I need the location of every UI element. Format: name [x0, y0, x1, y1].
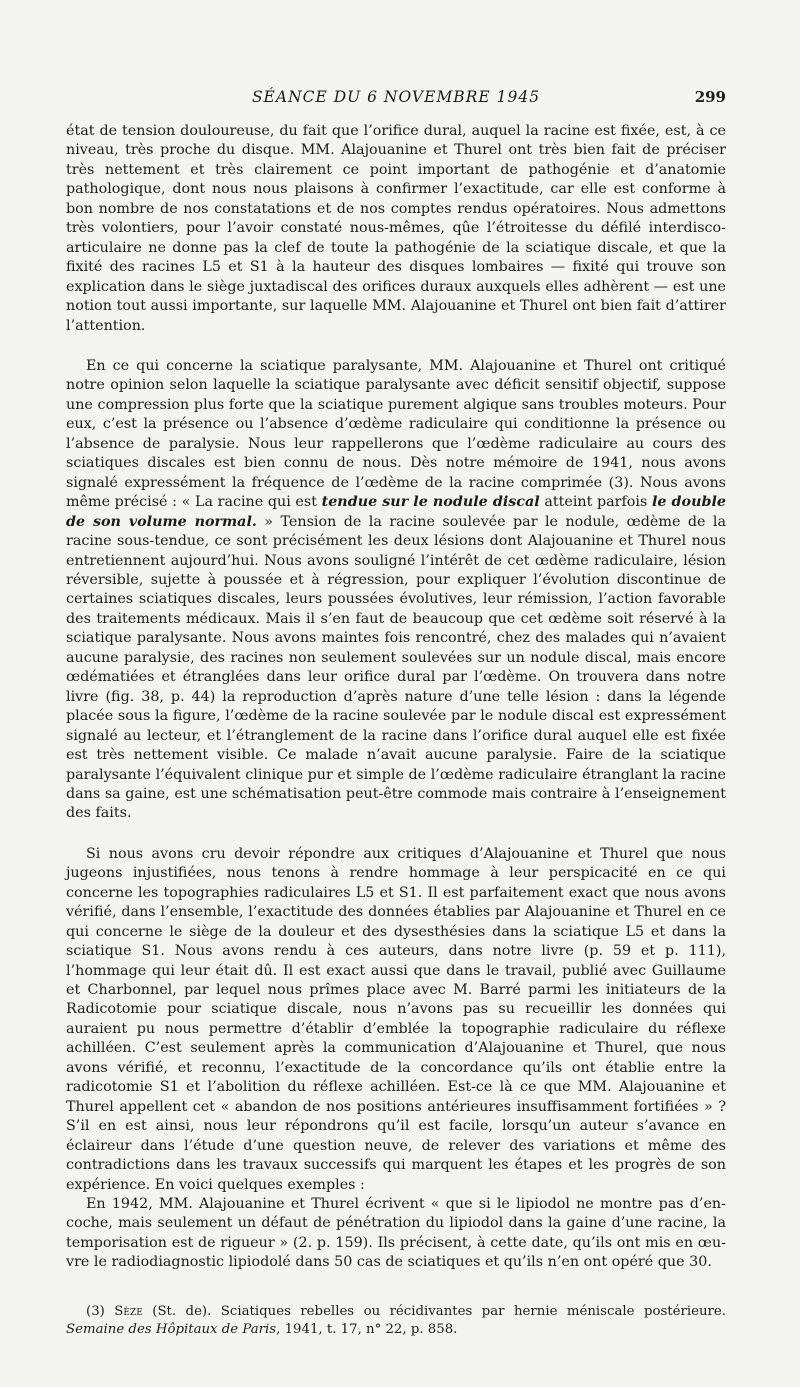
running-header [66, 88, 726, 122]
italic-quote: tendue sur le nodule discal [321, 494, 540, 511]
footnote-journal: Semaine des Hôpitaux de Paris [66, 1321, 277, 1337]
footnote-marker: (3) [86, 1303, 105, 1319]
italic-quote: le double de son volume normal. [66, 494, 726, 530]
text-run: Si nous avons cru devoir répondre aux critiques d’Alajouanine et Thurel que nous jugeons injustifiées, nous tenons à rendre hommage à leur perspicacité en ce qui concerne les topographies radiculaires L5 et S1. Il est parfaitement exact que nous avons vérifié, dans l’ensemble, l’exactitude des données établies par Alajouanine et Thurel en ce qui concerne le siège de la douleur et des dysesthésies dans la sciatique L5 et dans la sciatique S1. Nous avons rendu à ces auteurs, dans notre livre (p. 59 et p. 111), l’hommage qui leur était dû. Il est exact aussi que dans le travail, publié avec Guillaume et Charbonnel, par lequel nous prîmes place avec M. Barré parmi les initiateurs de la Radicotomie pour sciatique discale, nous n’avons pas su recueillir les données qui auraient pu nous permettre d’établir d’emblée la topographie radiculaire du réflexe achilléen. C’est seulement après la communication d’Alajouanine et Thurel, que nous avons vérifié, et reconnu, l’exactitude de la concordance qu’ils ont établie entre la radicotomie S1 et l’abolition du réflexe achilléen. Est-ce là ce que MM. Alajouanine et Thurel appellent cet « abandon de nos positions antérieures insuffisamment fortifiées » ? S’il en est ainsi, nous leur répondrons qu’il est facile, lorsqu’un auteur s’avance en éclaireur dans l’étude d’une question neuve, de relever des variations et même des contradictions dans les travaux successifs qui marquent les étapes et les progrès de son expérience. En voici quelques exemples : [66, 845, 726, 1193]
footnote [66, 1303, 726, 1339]
page-number: 299 [694, 88, 726, 106]
body-paragraph [66, 1195, 726, 1273]
text-run: En ce qui concerne la sciatique paralysante, MM. Alajouanine et Thurel ont critiqué notre opinion selon laquelle la sciatique paralysante avec déficit sensitif objectif, suppose une compression plus forte que la sciatique purement algique sans troubles moteurs. Pour eux, c’est la présence ou l’absence d’œdème radiculaire qui conditionne la présence ou l’absence de paralysie. Nous leur rappellerons que l’œdème radiculaire au cours des sciatiques discales est bien connu de nous. Dès notre mémoire de 1941, nous avons signalé expressément la fréquence de l’œdème de la racine comprimée (3). Nous avons même précisé : « La racine qui est [66, 357, 726, 511]
running-title: SÉANCE DU 6 NOVEMBRE 1945 [251, 88, 541, 106]
text-run: atteint parfois [539, 494, 652, 511]
footnote-text: (St. de). Sciatiques rebelles ou récidivantes par hernie méniscale postérieure. [142, 1303, 726, 1319]
footnote-details: , 1941, t. 17, n° 22, p. 858. [276, 1321, 458, 1337]
text-run: En 1942, MM. Alajouanine et Thurel écrivent « que si le lipiodol ne montre pas d’encoche, mais seulement un défaut de pénétration du lipiodol dans la gaine d’une racine, la temporisation est de rigueur » (2. p. 159). Ils précisent, à cette date, qu’ils ont mis en œuvre le radiodiagnostic lipiodolé dans 50 cas de sciatiques et qu’ils n’en ont opéré que 30. [66, 1196, 726, 1271]
journal-page [66, 88, 726, 1339]
body-paragraph [66, 357, 726, 824]
text-run: » Tension de la racine soulevée par le nodule, œdème de la racine sous-tendue, ce sont précisément les deux lésions dont Alajouanine et Thurel nous entretiennent aujourd’hui. Nous avons souligné l’intérêt de cet œdème radiculaire, lésion réversible, sujette à poussée et à régression, pour expliquer l’évolution discontinue de certaines sciatiques discales, leurs poussées évolutives, leur rémission, l’action favorable des traitements médicaux. Mais il s’en faut de beaucoup que cet œdème soit réservé à la sciatique paralysante. Nous avons maintes fois rencontré, chez des malades qui n’avaient aucune paralysie, des racines non seulement soulevées sur un nodule discal, mais encore œdématiées et étranglées dans leur orifice dural par l’œdème. On trouvera dans notre livre (fig. 38, p. 44) la reproduction d’après nature d’une telle lésion : dans la légende placée sous la figure, l’œdème de la racine soulevée par le nodule discal est expressément signalé au lecteur, et l’étranglement de la racine dans l’orifice dural auquel elle est fixée est très nettement visible. Ce malade n’avait aucune paralysie. Faire de la sciatique paralysante l’équivalent clinique pur et simple de l’œdème radiculaire étranglant la racine dans sa gaine, est une schématisation peut-être commode mais contraire à l’enseignement des faits. [66, 513, 726, 822]
body-paragraph [66, 122, 726, 336]
footnotes [66, 1303, 726, 1339]
article-body [66, 122, 726, 1273]
footnote-author: Sèze [114, 1303, 143, 1319]
body-paragraph [66, 845, 726, 1195]
text-run: état de tension douloureuse, du fait que l’orifice dural, auquel la racine est fixée, est, à ce niveau, très proche du disque. MM. Alajouanine et Thurel ont très bien fait de préciser très nettement et très clairement ce point important de pathogénie et d’anatomie pathologique, dont nous nous plaisons à confirmer l’exactitude, car elle est conforme à bon nombre de nos constatations et de nos comptes rendus opératoires. Nous admettons très volontiers, pour l’avoir constaté nous-mêmes, qûe l’étroitesse du défilé interdisco-articulaire ne donne pas la clef de toute la pathogénie de la sciatique discale, et que la fixité des racines L5 et S1 à la hauteur des disques lombaires — fixité qui trouve son explication dans le siège juxtadiscal des orifices duraux auxquels elles adhèrent — est une notion tout aussi importante, sur laquelle MM. Alajouanine et Thurel ont bien fait d’attirer l’attention. [66, 123, 726, 334]
